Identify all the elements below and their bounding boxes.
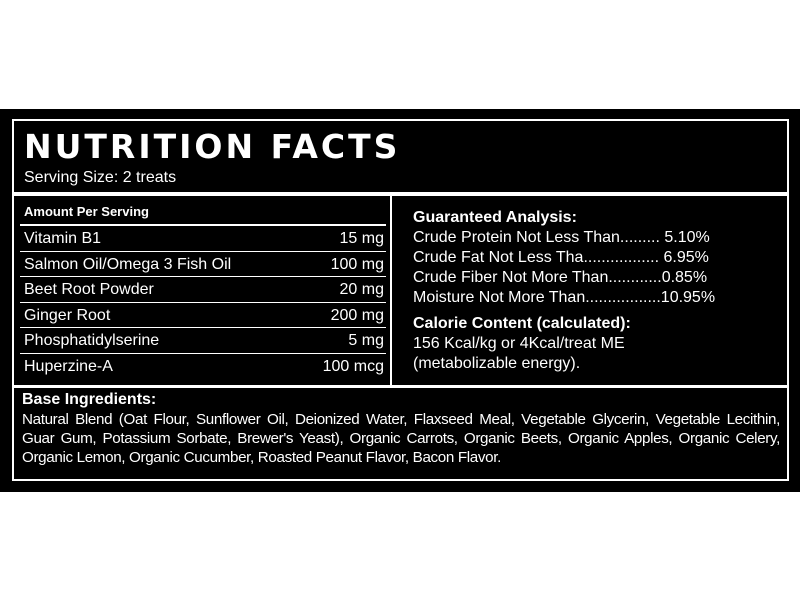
label-title: NUTRITION FACTS — [24, 127, 401, 166]
nutrient-row — [20, 354, 386, 380]
nutrient-name: Phosphatidylserine — [24, 332, 160, 349]
label-frame — [12, 119, 789, 481]
nutrient-name: Beet Root Powder — [24, 281, 154, 298]
nutrient-row — [20, 303, 386, 329]
analysis-line: Crude Protein Not Less Than......... 5.10% — [413, 229, 710, 246]
calorie-content-text: 156 Kcal/kg or 4Kcal/treat ME (metabolizable energy). — [413, 335, 625, 372]
nutrient-name: Ginger Root — [24, 306, 111, 324]
amount-per-serving-header: Amount Per Serving — [20, 204, 386, 226]
nutrient-name: Salmon Oil/Omega 3 Fish Oil — [24, 255, 232, 273]
nutrition-label — [0, 109, 800, 492]
analysis-line: Crude Fat Not Less Tha................. 6.95% — [413, 249, 709, 266]
ingredients-divider — [14, 385, 787, 388]
nutrient-amount: 200 mg — [330, 306, 384, 324]
nutrient-amount: 5 mg — [348, 332, 384, 349]
nutrient-amount: 100 mcg — [322, 357, 384, 375]
nutrient-row — [20, 226, 386, 252]
guaranteed-analysis-heading: Guaranteed Analysis: — [413, 209, 577, 226]
base-ingredients-text: Natural Blend (Oat Flour, Sunflower Oil, Deionized Water, Flaxseed Meal, Vegetable Glycerin, Vegetable Lecithin, Guar Gum, Potassium Sorbate, Brewer's Yeast), Organic Carrots, Organic Beets, Organic Apples, Organic Celery, Organic Lemon, Organic Cucumber, Roasted Peanut Flavor, Bacon Flavor. — [22, 411, 780, 466]
nutrient-row — [20, 328, 386, 354]
analysis-line: Moisture Not More Than.................10.95% — [413, 289, 716, 306]
nutrient-table — [20, 204, 386, 379]
nutrient-row — [20, 252, 386, 278]
thick-divider — [14, 192, 787, 196]
serving-size: Serving Size: 2 treats — [24, 169, 177, 186]
nutrient-amount: 20 mg — [339, 281, 384, 298]
analysis-column — [413, 208, 783, 374]
nutrient-rows — [20, 226, 386, 379]
nutrient-name: Vitamin B1 — [24, 230, 102, 247]
analysis-line: Crude Fiber Not More Than............0.85% — [413, 269, 708, 286]
nutrient-amount: 100 mg — [330, 255, 384, 273]
nutrient-name: Huperzine-A — [24, 357, 113, 375]
nutrient-row — [20, 277, 386, 303]
calorie-content-heading: Calorie Content (calculated): — [413, 315, 631, 332]
nutrient-amount: 15 mg — [339, 230, 384, 247]
base-ingredients-heading: Base Ingredients: — [22, 391, 157, 408]
base-ingredients — [22, 390, 780, 467]
column-divider — [390, 196, 392, 385]
